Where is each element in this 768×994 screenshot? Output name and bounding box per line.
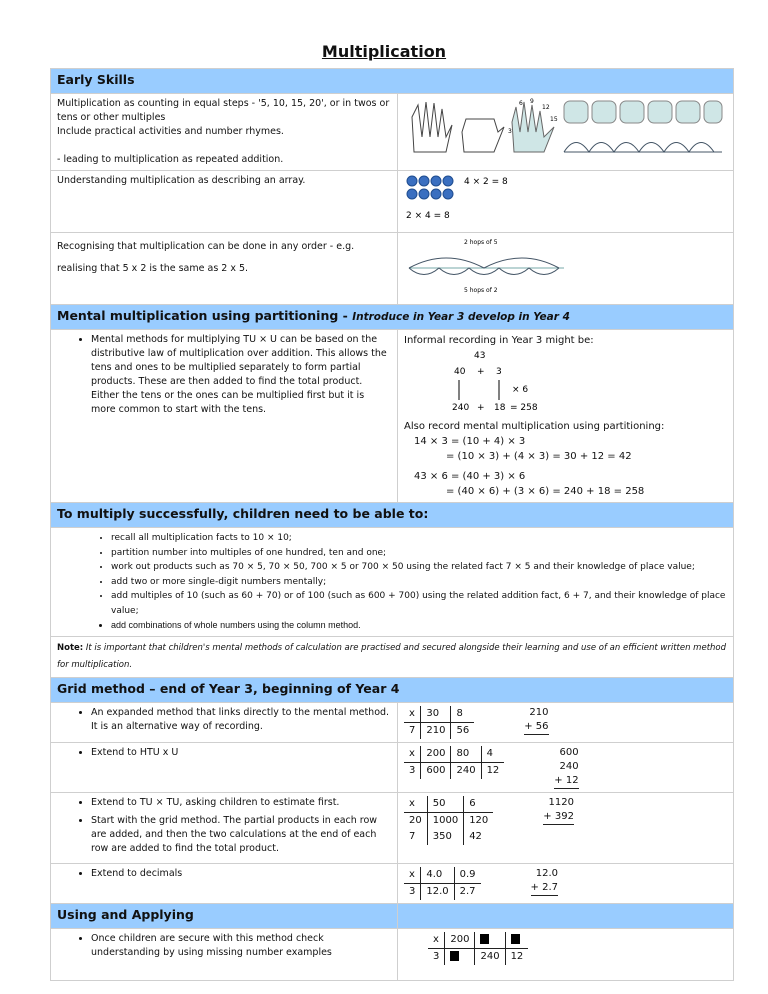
sum-line: 12.0 bbox=[535, 867, 559, 879]
d-eq: = 258 bbox=[510, 403, 538, 413]
cell: 240 bbox=[475, 948, 505, 965]
partition-diagram bbox=[404, 348, 604, 414]
note-text: It is important that children's mental methods of calculation are practised and secured alongside their learning and use of an efficient written method for multiplication. bbox=[57, 642, 727, 670]
column-sum bbox=[554, 746, 578, 789]
informal-label: Informal recording in Year 3 might be: bbox=[404, 335, 594, 346]
grid-row bbox=[51, 742, 734, 792]
skill-item: • add multiples of 10 (such as 60 + 70) or of 100 (such as 600 + 700) using the related addition fact, 6 + 7, and their knowledge of place value; bbox=[111, 589, 727, 618]
text: - leading to multiplication as repeated addition. bbox=[57, 154, 284, 165]
cell: 12 bbox=[510, 950, 524, 962]
grid-calculation bbox=[404, 867, 481, 900]
page-title: Multiplication bbox=[321, 42, 447, 61]
grid-cell: 210 bbox=[421, 722, 451, 739]
hops-illustration bbox=[398, 233, 734, 305]
grid-cell: 30 bbox=[421, 706, 451, 723]
grid-cell: 600 bbox=[421, 762, 451, 779]
grid-cell: 2.7 bbox=[459, 885, 476, 897]
grid-calculation bbox=[404, 706, 474, 739]
grid-cell: x bbox=[404, 746, 421, 763]
grid-cell: 42 bbox=[469, 830, 482, 842]
d-rb: 18 bbox=[494, 403, 506, 413]
array-equation-bottom: 2 × 4 = 8 bbox=[406, 211, 450, 221]
sum-line: + 56 bbox=[524, 720, 548, 735]
grid-cell: 12 bbox=[486, 764, 500, 776]
grid-bullet: • Extend to decimals bbox=[91, 867, 391, 881]
label: 6 bbox=[519, 100, 523, 107]
hands-illustration bbox=[398, 94, 734, 171]
grid-cell: 50 bbox=[427, 796, 463, 813]
label: 12 bbox=[542, 104, 550, 111]
sum-line: + 392 bbox=[543, 810, 574, 825]
applying-bullet: • Once children are secure with this method check understanding by using missing number examples bbox=[91, 932, 391, 960]
grid-cell: 56 bbox=[456, 724, 470, 736]
sum-line: 1120 bbox=[548, 796, 574, 808]
d-b: 3 bbox=[496, 367, 502, 377]
grid-row bbox=[51, 702, 734, 742]
grid-row bbox=[51, 863, 734, 903]
missing-number-box bbox=[450, 951, 459, 961]
also-label: Also record mental multiplication using partitioning: bbox=[404, 421, 665, 432]
d-plus2: + bbox=[477, 403, 485, 413]
grid-cell: 350 bbox=[427, 829, 463, 845]
array-illustration bbox=[398, 171, 734, 233]
early-skills-header: Early Skills bbox=[51, 69, 734, 94]
text: Include practical activities and number rhymes. bbox=[57, 126, 284, 137]
header-text: Mental multiplication using partitioning - bbox=[57, 308, 348, 323]
grid-row bbox=[51, 792, 734, 863]
note bbox=[51, 636, 734, 677]
skill-item: • partition number into multiples of one hundred, ten and one; bbox=[111, 546, 727, 561]
equation: = (10 × 3) + (4 × 3) = 30 + 12 = 42 bbox=[446, 451, 632, 462]
d-plus: + bbox=[477, 367, 485, 377]
d-times: × 6 bbox=[512, 385, 529, 395]
hops-top-label: 2 hops of 5 bbox=[464, 239, 498, 246]
grid-cell: 3 bbox=[404, 762, 421, 779]
d-ra: 240 bbox=[452, 403, 470, 413]
skill-item: • add combinations of whole numbers using the column method. bbox=[111, 618, 727, 633]
skills-header: To multiply successfully, children need to be able to: bbox=[51, 503, 734, 528]
grid-bullet: • An expanded method that links directly to the mental method. It is an alternative way of recording. bbox=[91, 706, 391, 734]
skill-item: • recall all multiplication facts to 10 × 10; bbox=[111, 531, 727, 546]
grid-cell: 1000 bbox=[427, 812, 463, 829]
grid-calculation bbox=[404, 746, 504, 779]
array-equation-top: 4 × 2 = 8 bbox=[464, 177, 508, 187]
equation: 14 × 3 = (10 + 4) × 3 bbox=[414, 436, 526, 447]
grid-cell: 200 bbox=[421, 746, 451, 763]
grid-cell: 0.9 bbox=[454, 867, 480, 884]
early-row1-text bbox=[51, 94, 398, 171]
grid-calculation bbox=[404, 796, 493, 845]
equation: 43 × 6 = (40 + 3) × 6 bbox=[414, 471, 526, 482]
skills-list bbox=[57, 531, 727, 633]
mental-header bbox=[51, 305, 734, 330]
cell: 200 bbox=[445, 932, 475, 949]
label: 15 bbox=[550, 116, 558, 123]
sum-line: + 2.7 bbox=[531, 881, 558, 896]
array-image bbox=[404, 174, 604, 224]
missing-number-box bbox=[511, 934, 520, 944]
header-italic: Introduce in Year 3 develop in Year 4 bbox=[352, 311, 570, 323]
early-row2-text: Understanding multiplication as describing an array. bbox=[51, 171, 398, 233]
mental-examples bbox=[398, 330, 734, 503]
grid-cell: 6 bbox=[464, 796, 494, 813]
grid-bullet: • Extend to TU × TU, asking children to estimate first. bbox=[91, 796, 391, 810]
column-sum bbox=[531, 867, 558, 896]
grid-cell: x bbox=[404, 796, 427, 813]
cell: x bbox=[428, 932, 445, 949]
grid-cell: 120 bbox=[469, 814, 489, 826]
label: 3 bbox=[508, 128, 512, 135]
multiplication-table bbox=[50, 68, 734, 981]
grid-cell: x bbox=[404, 706, 421, 723]
hops-bottom-label: 5 hops of 2 bbox=[464, 287, 498, 294]
note-label: Note: bbox=[57, 642, 84, 653]
label: 9 bbox=[530, 98, 534, 105]
sum-line: 210 bbox=[529, 706, 549, 718]
grid-cell: 80 bbox=[451, 746, 481, 763]
grid-cell: 7 bbox=[404, 829, 427, 845]
column-sum bbox=[543, 796, 574, 825]
equation: = (40 × 6) + (3 × 6) = 240 + 18 = 258 bbox=[446, 486, 645, 497]
grid-cell: 8 bbox=[451, 706, 474, 723]
sum-line: 240 bbox=[559, 760, 579, 772]
sum-line: + 12 bbox=[554, 774, 578, 789]
grid-cell: 7 bbox=[404, 722, 421, 739]
grid-cell: 3 bbox=[404, 883, 421, 900]
early-row3-text: Recognising that multiplication can be done in any order - e.g. realising that 5 x 2 is the same as 2 x 5. bbox=[51, 233, 398, 305]
grid-bullet: • Start with the grid method. The partial products in each row are added, and then the two calculations at the end of each row are added to find the total product. bbox=[91, 814, 391, 856]
cell: 3 bbox=[428, 948, 445, 965]
grid-bullet: • Extend to HTU x U bbox=[91, 746, 391, 760]
mental-bullet: • Mental methods for multiplying TU × U can be based on the distributive law of multiplication over addition. This allows the tens and ones to be multiplied separately to form partial products. These are then added to find the total product. Either the tens or the ones can be multiplied first but it is more common to start with the tens. bbox=[91, 333, 391, 417]
grid-cell: 12.0 bbox=[421, 883, 454, 900]
column-sum bbox=[524, 706, 548, 735]
d-top: 43 bbox=[474, 351, 486, 361]
skill-item: • work out products such as 70 × 5, 70 × 50, 700 × 5 or 700 × 50 using the related fact 7 × 5 and their knowledge of place value; bbox=[111, 560, 727, 575]
grid-cell: 20 bbox=[404, 812, 427, 829]
grid-cell: x bbox=[404, 867, 421, 884]
grid-cell: 4 bbox=[481, 746, 504, 763]
skill-item: • add two or more single-digit numbers mentally; bbox=[111, 575, 727, 590]
sum-line: 600 bbox=[559, 746, 579, 758]
missing-number-grid bbox=[428, 932, 528, 965]
missing-number-box bbox=[480, 934, 489, 944]
applying-header: Using and Applying bbox=[51, 903, 398, 928]
grid-cell: 240 bbox=[451, 762, 481, 779]
grid-header: Grid method – end of Year 3, beginning of Year 4 bbox=[51, 677, 734, 702]
hands-counting-image bbox=[404, 97, 724, 159]
d-a: 40 bbox=[454, 367, 466, 377]
number-line-hops-image bbox=[404, 236, 574, 296]
text: Multiplication as counting in equal steps - '5, 10, 15, 20', or in twos or tens or other multiples bbox=[57, 98, 390, 123]
grid-cell: 4.0 bbox=[421, 867, 454, 884]
